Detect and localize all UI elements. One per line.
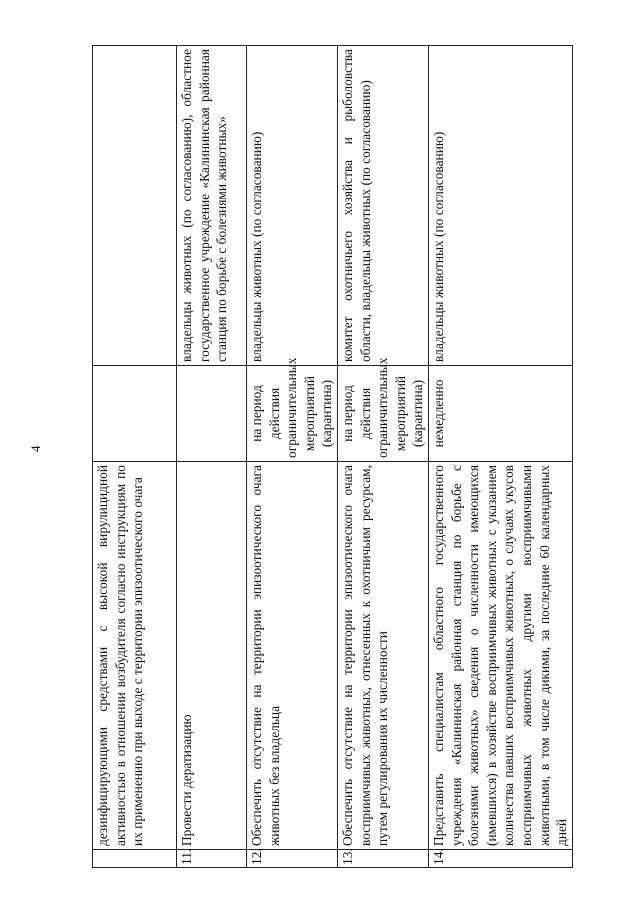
table-row (93, 46, 177, 868)
row-number: 11. (177, 850, 247, 868)
rotated-page-content (92, 46, 570, 868)
term-text: немедленно (428, 366, 572, 462)
measure-text: Провести дератизацию (177, 462, 247, 850)
row-number: 12. (247, 850, 338, 868)
responsible-text: комитет охотничьего хозяйства и рыболовства области, владельцы животных (по согласованию) (337, 46, 428, 366)
row-number: 13. (337, 850, 428, 868)
responsible-text: владельцы животных (по согласованию) (428, 46, 572, 366)
measures-table (92, 45, 573, 868)
responsible-text: владельцы животных (по согласованию), областное государственное учреждение «Калининская районная станция по борьбе с болезнями животных» (177, 46, 247, 366)
table-row (337, 46, 428, 868)
term-text (93, 366, 177, 462)
table-row (177, 46, 247, 868)
term-text: на период действия ограничительных мероприятий (карантина) (247, 366, 338, 462)
measure-text: Обеспечить отсутствие на территории эпизоотического очага восприимчивых животных, отнесенных к охотничьим ресурсам, путем регулирования их численности (337, 462, 428, 850)
measure-text: дезинфицирующими средствами с высокой вирулицидной активностью в отношении возбудителя согласно инструкциям по их применению при выходе с территории эпизоотического очага (93, 462, 177, 850)
table-row (247, 46, 338, 868)
responsible-text (93, 46, 177, 366)
term-text: на период действия ограничительных мероприятий (карантина) (337, 366, 428, 462)
row-number: 14. (428, 850, 572, 868)
table-row (428, 46, 572, 868)
responsible-text: владельцы животных (по согласованию) (247, 46, 338, 366)
term-text (177, 366, 247, 462)
row-number (93, 850, 177, 868)
measure-text: Обеспечить отсутствие на территории эпизоотического очага животных без владельца (247, 462, 338, 850)
page-number: 4 (28, 445, 43, 452)
measure-text: Представить специалистам областного государственного учреждения «Калининская районная станция по борьбе с болезнями животных» сведения о численности имеющихся (имевшихся) в хозяйстве восприимчивых животных с указанием количества павших восприимчивых животных, о случаях укусов восприимчивых животных другими восприимчивыми животными, в том числе дикими, за последние 60 календарных дней (428, 462, 572, 850)
